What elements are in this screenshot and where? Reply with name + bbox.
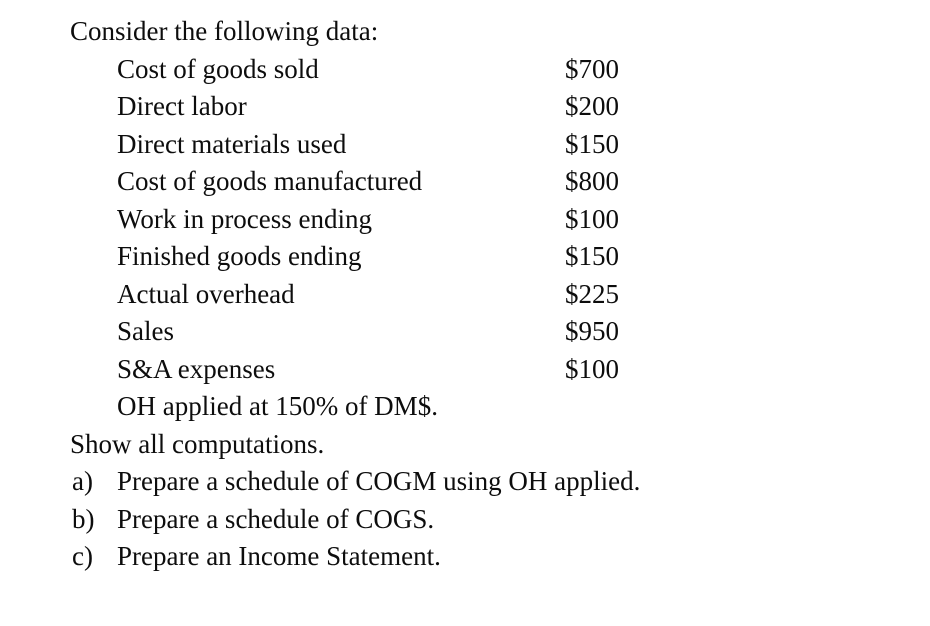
task-marker: b) xyxy=(72,503,95,534)
item-value: $800 xyxy=(565,166,619,196)
data-row-cost-of-goods-manufactured xyxy=(70,163,930,201)
task-b xyxy=(70,501,930,539)
item-label: Cost of goods manufactured xyxy=(117,166,423,196)
instruction-text: Show all computations. xyxy=(70,428,325,459)
item-value: $700 xyxy=(565,53,619,84)
item-value: $100 xyxy=(565,353,619,384)
item-value: $150 xyxy=(565,128,619,159)
task-text: Prepare a schedule of COGS. xyxy=(117,503,435,534)
task-text: Prepare an Income Statement. xyxy=(117,541,441,571)
data-row-work-in-process-ending xyxy=(70,201,930,239)
task-c xyxy=(70,538,930,576)
data-row-actual-overhead xyxy=(70,276,930,314)
item-value: $100 xyxy=(565,203,619,234)
item-value: $950 xyxy=(565,316,619,346)
task-marker: c) xyxy=(72,541,93,571)
item-label: S&A expenses xyxy=(117,353,276,384)
task-a xyxy=(70,463,930,501)
item-value: $225 xyxy=(565,278,619,309)
oh-applied-note: OH applied at 150% of DM$. xyxy=(117,391,438,421)
item-label: Direct labor xyxy=(117,91,247,121)
item-value: $200 xyxy=(565,91,619,121)
item-value: $150 xyxy=(565,241,619,271)
data-row-sales xyxy=(70,313,930,351)
item-label: Cost of goods sold xyxy=(117,53,319,84)
item-label: Work in process ending xyxy=(117,203,373,234)
item-label: Sales xyxy=(117,316,174,346)
data-row-finished-goods-ending xyxy=(70,238,930,276)
data-row-direct-materials-used xyxy=(70,126,930,164)
data-row-direct-labor xyxy=(70,88,930,126)
task-marker: a) xyxy=(72,466,93,496)
item-label: Finished goods ending xyxy=(117,241,362,271)
intro-text: Consider the following data: xyxy=(70,16,379,46)
data-row-sa-expenses xyxy=(70,351,930,389)
item-label: Actual overhead xyxy=(117,278,295,309)
item-label: Direct materials used xyxy=(117,128,347,159)
data-row-cost-of-goods-sold xyxy=(70,51,930,89)
task-text: Prepare a schedule of COGM using OH applied. xyxy=(117,466,641,496)
